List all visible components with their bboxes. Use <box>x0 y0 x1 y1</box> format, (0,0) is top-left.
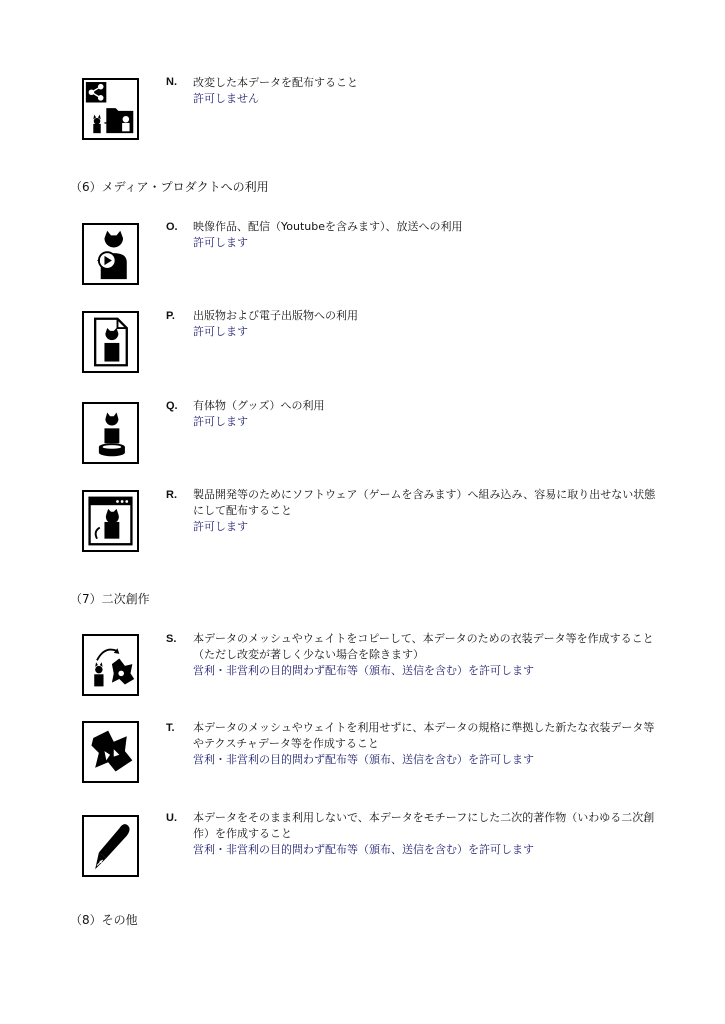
item-letter-u: U. <box>166 812 177 824</box>
item-text: 製品開発等のためにソフトウェア（ゲームを含みます）へ組み込み、容易に取り出せない状態にして配布すること <box>193 488 656 517</box>
item-permission: 許可しません <box>193 92 259 105</box>
section-heading-8: （8）その他 <box>70 913 138 927</box>
item-s <box>193 631 663 679</box>
item-text: 改変した本データを配布すること <box>193 76 358 89</box>
item-letter-r: R. <box>166 489 177 501</box>
costume-icon <box>82 721 139 783</box>
item-permission: 許可します <box>193 236 248 249</box>
item-text: 本データのメッシュやウェイトをコピーして、本データのための衣装データ等を作成すること（ただし改変が著しく少ない場合を除きます） <box>193 632 654 661</box>
item-permission: 許可します <box>193 415 248 428</box>
item-text: 本データをそのまま利用しないで、本データをモチーフにした二次的著作物（いわゆる二次創作）を作成すること <box>193 811 655 840</box>
item-text: 映像作品、配信（Youtubeを含みます）、放送への利用 <box>193 220 463 233</box>
item-u <box>193 810 663 858</box>
item-n <box>193 75 663 107</box>
item-permission: 許可します <box>193 325 248 338</box>
costume-copy-icon <box>82 634 139 696</box>
item-letter-s: S. <box>166 633 177 645</box>
item-permission: 許可します <box>193 520 248 533</box>
item-text: 本データのメッシュやウェイトを利用せずに、本データの規格に準拠した新たな衣装データ等やテクスチャデータ等を作成すること <box>193 721 655 750</box>
figure-goods-icon <box>82 402 139 464</box>
section-heading-7: （7）二次創作 <box>70 592 150 606</box>
item-letter-t: T. <box>166 722 175 734</box>
item-p <box>193 308 663 340</box>
item-letter-n: N. <box>166 76 177 88</box>
item-o <box>193 219 663 251</box>
item-text: 出版物および電子出版物への利用 <box>193 309 358 322</box>
item-r <box>193 487 663 535</box>
item-t <box>193 720 663 768</box>
share-icon <box>82 78 139 140</box>
item-q <box>193 398 663 430</box>
item-letter-q: Q. <box>166 400 178 412</box>
section-heading-6: （6）メディア・プロダクトへの利用 <box>70 180 269 194</box>
item-letter-p: P. <box>166 310 175 322</box>
item-letter-o: O. <box>166 221 178 233</box>
pen-nib-icon <box>82 815 139 877</box>
item-permission: 営利・非営利の目的問わず配布等（頒布、送信を含む）を許可します <box>193 843 534 856</box>
video-play-icon <box>82 223 139 285</box>
item-permission: 営利・非営利の目的問わず配布等（頒布、送信を含む）を許可します <box>193 664 534 677</box>
item-permission: 営利・非営利の目的問わず配布等（頒布、送信を含む）を許可します <box>193 753 534 766</box>
item-text: 有体物（グッズ）への利用 <box>193 399 325 412</box>
publication-icon <box>82 311 139 373</box>
software-window-icon <box>82 490 139 552</box>
